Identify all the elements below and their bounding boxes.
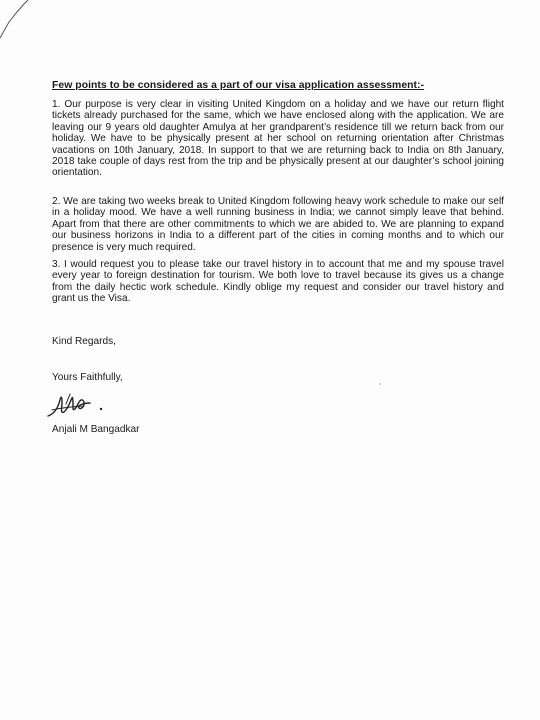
paragraph-purpose: 1. Our purpose is very clear in visiting United Kingdom on a holiday and we have our return flight tickets already purchased for the same, which we have enclosed along with the application. We are leaving our 9 years old daughter Amulya at her grandparent’s residence till we return back from our holiday. We have to be physically present at her school on returning orientation after Christmas vacations on 10th January, 2018. In support to that we are returning back to India on 8th January, 2018 take couple of days rest from the trip and be physically present at our daughter’s school joining orientation.: [52, 99, 504, 179]
signer-name: Anjali M Bangadkar: [52, 424, 140, 435]
paragraph-business: 2. We are taking two weeks break to United Kingdom following heavy work schedule to make our self in a holiday mood. We have a well running business in India; we cannot simply leave that behind. Apart from that there are other commitments to which we are abided to. We are planning to expand our business horizons in India to a different part of the cities in coming months and to which our presence is very much required.: [52, 196, 504, 253]
letter-heading: Few points to be considered as a part of our visa application assessment:-: [52, 80, 425, 91]
scan-speck: [380, 383, 381, 385]
scan-corner-mark: [0, 0, 30, 40]
handwritten-signature: [40, 390, 112, 424]
closing-regards: Kind Regards,: [52, 336, 116, 347]
valediction: Yours Faithfully,: [52, 372, 123, 383]
paragraph-travel-history: 3. I would request you to please take our travel history in to account that me and my spouse travel every year to foreign destination for tourism. We both love to travel because its gives us a change from the daily hectic work schedule. Kindly oblige my request and consider our travel history and grant us the Visa.: [52, 259, 504, 305]
